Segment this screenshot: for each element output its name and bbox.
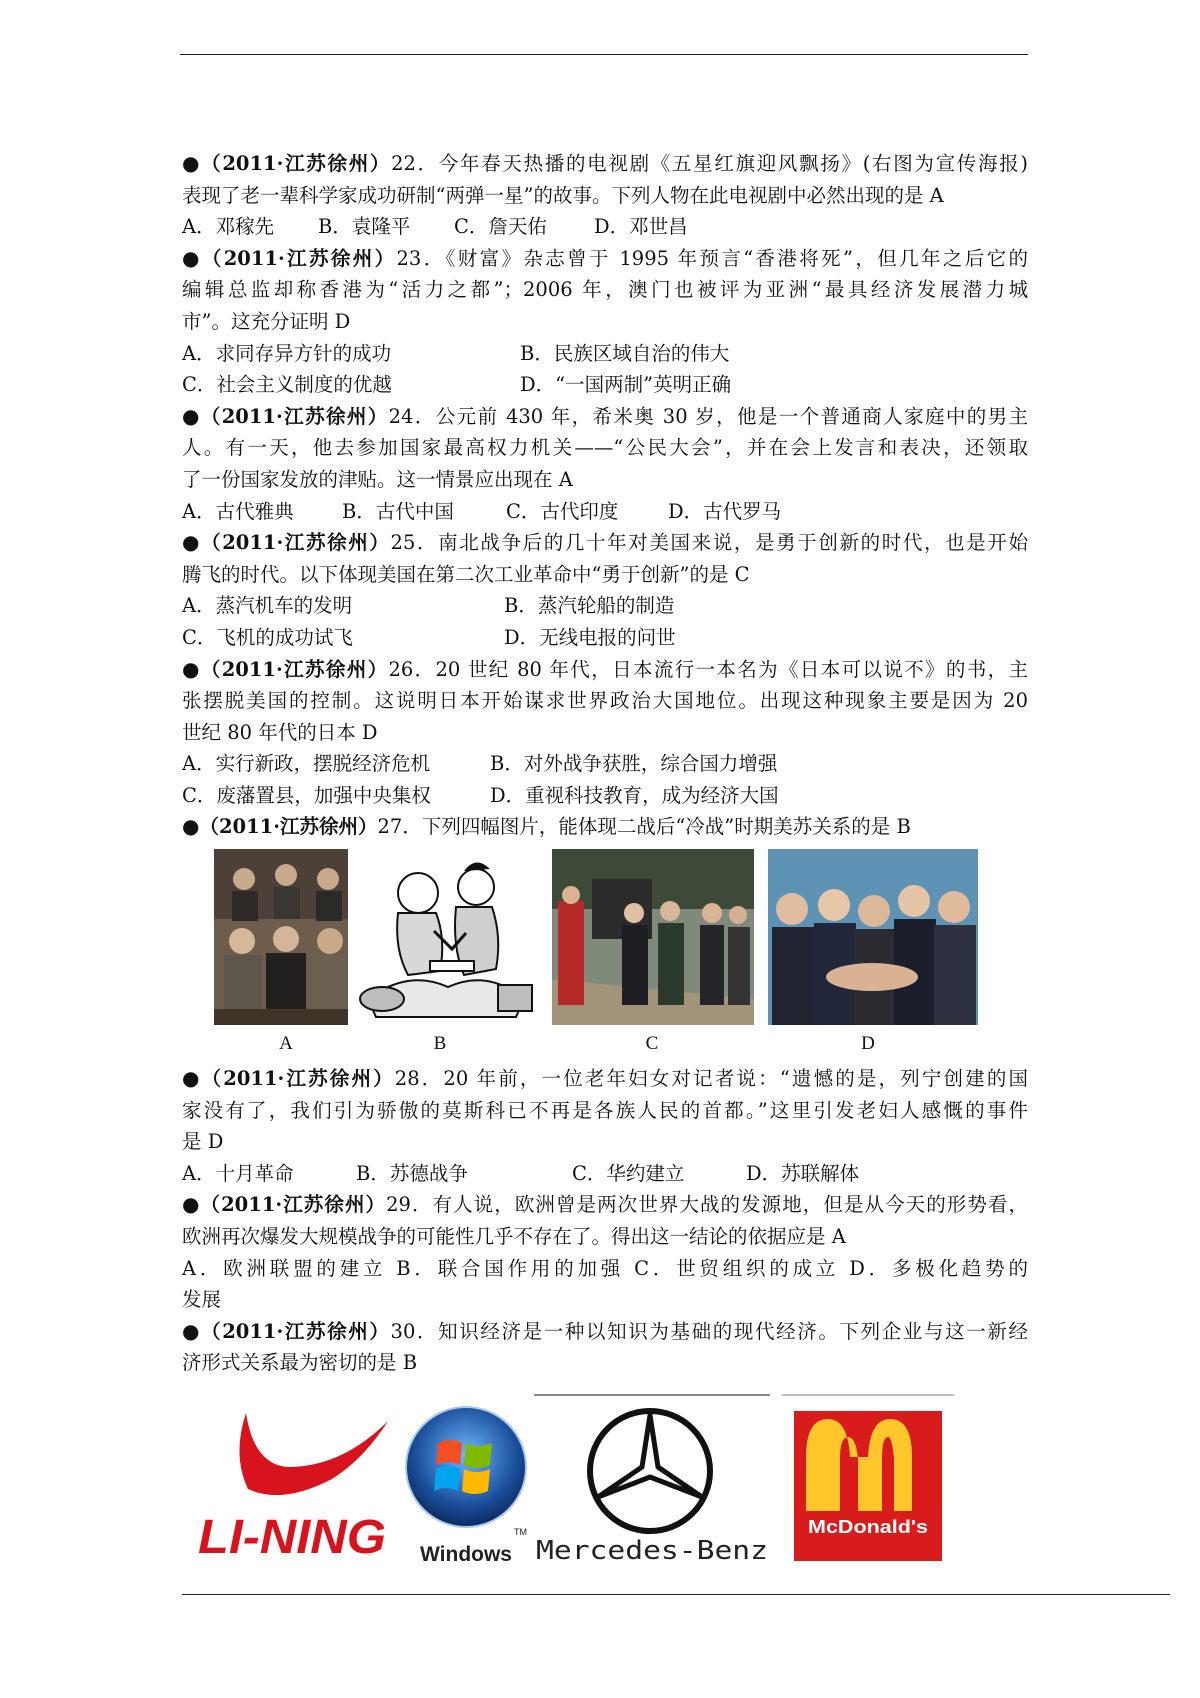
q27-photo-a [214, 849, 358, 1025]
q29-option-a: A．欧洲联盟的建立 [182, 1256, 387, 1280]
lining-logo [192, 1393, 392, 1569]
q30-line-2: 济形式关系最为密切的是 B [182, 1351, 418, 1375]
q24-options [182, 496, 1028, 528]
q29-options [182, 1253, 1028, 1285]
q29-line-2: 欧洲再次爆发大规模战争的可能性几乎不存在了。得出这一结论的依据应是 A [182, 1225, 846, 1249]
q26-options-row-2 [182, 780, 1028, 812]
q24-line-2: 人。有一天，他去参加国家最高权力机关——“公民大会”，并在会上发言和表决，还领取 [182, 436, 1028, 460]
q23-option-c: C．社会主义制度的优越 [182, 373, 392, 397]
q27-cartoon-b [348, 849, 542, 1025]
q28-option-a: A．十月革命 [182, 1161, 294, 1185]
q28-line-3: 是 D [182, 1130, 224, 1154]
q29-line-1: ●（2011·江苏徐州）29．有人说，欧洲曾是两次世界大战的发源地，但是从今天的形势看， [182, 1192, 1028, 1217]
q25-option-b: B．蒸汽轮船的制造 [504, 594, 675, 618]
q27-photo-c [552, 849, 754, 1025]
header-rule [180, 54, 1028, 55]
footer-rule [182, 1594, 1170, 1595]
q26-line-3: 世纪 80 年代的日本 D [182, 720, 378, 744]
q24-line-3: 了一份国家发放的津贴。这一情景应出现在 A [182, 467, 573, 491]
q26-line-1: ●（2011·江苏徐州）26．20 世纪 80 年代，日本流行一本名为《日本可以说不》的书，主 [182, 656, 1028, 681]
q29-option-b: B．联合国作用的加强 [396, 1256, 625, 1280]
q25-option-a: A．蒸汽机车的发明 [182, 594, 353, 618]
q23-line-3: 市”。这充分证明 D [182, 309, 351, 333]
q24-option-c: C．古代印度 [506, 499, 619, 523]
q23-options-row-1 [182, 338, 1028, 370]
q22-options [182, 211, 1028, 243]
q23-option-b: B．民族区域自治的伟大 [520, 341, 730, 365]
q30-line-1: ●（2011·江苏徐州）30．知识经济是一种以知识为基础的现代经济。下列企业与这一新经 [182, 1318, 1028, 1343]
windows-tm-text: TM [514, 1527, 527, 1537]
q26-option-b: B．对外战争获胜，综合国力增强 [490, 752, 778, 776]
q28-line-2: 家没有了，我们引为骄傲的莫斯科已不再是各族人民的首都。”这里引发老妇人感慨的事件 [182, 1098, 1028, 1122]
mcdonalds-logo-text: McDonald's [808, 1517, 928, 1537]
q25-option-d: D．无线电报的问世 [504, 625, 676, 649]
mercedes-logo-text: Mercedes-Benz [536, 1536, 768, 1566]
q22-option-c: C．詹天佑 [454, 215, 547, 239]
q24-option-a: A．古代雅典 [182, 499, 294, 523]
q26-options-row-1 [182, 748, 1028, 780]
q25-line-2: 腾飞的时代。以下体现美国在第二次工业革命中“勇于创新”的是 C [182, 562, 750, 586]
q27-caption-a: A [279, 1033, 293, 1055]
q28-option-d: D．苏联解体 [746, 1161, 860, 1185]
q22-line-1: ●（2011·江苏徐州）22．今年春天热播的电视剧《五星红旗迎风飘扬》(右图为宣传海报) [182, 151, 1028, 175]
q22-option-d: D．邓世昌 [594, 215, 688, 239]
q27-photo-d [768, 849, 978, 1025]
q22-line-2: 表现了老一辈科学家成功研制“两弹一星”的故事。下列人物在此电视剧中必然出现的是 A [182, 183, 944, 207]
windows-logo [404, 1393, 534, 1569]
q24-line-1: ●（2011·江苏徐州）24．公元前 430 年，希米奥 30 岁，他是一个普通商人家庭中的男主 [182, 403, 1028, 428]
mcdonalds-logo [778, 1393, 958, 1569]
q27-image-row [182, 849, 1028, 1025]
q23-options-row-2 [182, 369, 1028, 401]
q28-option-c: C．华约建立 [572, 1161, 685, 1185]
q27-caption-c: C [645, 1033, 659, 1055]
q25-line-1: ●（2011·江苏徐州）25．南北战争后的几十年对美国来说，是勇于创新的时代，也是开始 [182, 530, 1028, 555]
q26-option-d: D．重视科技教育，成为经济大国 [490, 783, 779, 807]
q30-logo-row [182, 1393, 1028, 1569]
q25-option-c: C．飞机的成功试飞 [182, 625, 353, 649]
q28-options [182, 1158, 1028, 1190]
q28-option-b: B．苏德战争 [356, 1161, 468, 1185]
q27-caption-row [182, 1025, 1028, 1063]
q29-option-c: C．世贸组织的成立 [634, 1256, 840, 1280]
q26-option-a: A．实行新政，摆脱经济危机 [182, 752, 431, 776]
q29-options-tail: 发展 [182, 1288, 222, 1312]
q23-line-2: 编辑总监却称香港为“活力之都”；2006 年，澳门也被评为亚洲“最具经济发展潜力城 [182, 278, 1028, 302]
q22-option-b: B．袁隆平 [318, 215, 411, 239]
q25-options-row-1 [182, 590, 1028, 622]
q23-option-d: D．“一国两制”英明正确 [520, 373, 732, 397]
q22-option-a: A．邓稼先 [182, 215, 275, 239]
q24-option-d: D．古代罗马 [668, 499, 782, 523]
q24-option-b: B．古代中国 [342, 499, 454, 523]
q28-line-1: ●（2011·江苏徐州）28．20 年前，一位老年妇女对记者说：“遗憾的是，列宁创建的国 [182, 1066, 1028, 1091]
mercedes-logo [532, 1393, 772, 1569]
q23-line-1: ●（2011·江苏徐州）23．《财富》杂志曾于 1995 年预言“香港将死”，但几年之后它的 [182, 245, 1028, 270]
q26-option-c: C．废藩置县，加强中央集权 [182, 783, 431, 807]
exam-content [182, 148, 1028, 1569]
lining-logo-text: LI-NING [198, 1511, 386, 1564]
q27-caption-b: B [433, 1033, 447, 1055]
windows-logo-text: Windows [420, 1543, 512, 1566]
q29-option-d: D．多极化趋势的 [849, 1256, 1028, 1280]
q27-line-1: ●（2011·江苏徐州）27．下列四幅图片，能体现二战后“冷战”时期美苏关系的是 B [182, 814, 911, 839]
q25-options-row-2 [182, 622, 1028, 654]
q26-line-2: 张摆脱美国的控制。这说明日本开始谋求世界政治大国地位。出现这种现象主要是因为 20 [182, 689, 1028, 713]
q23-option-a: A．求同存异方针的成功 [182, 341, 392, 365]
q27-caption-d: D [861, 1033, 875, 1055]
